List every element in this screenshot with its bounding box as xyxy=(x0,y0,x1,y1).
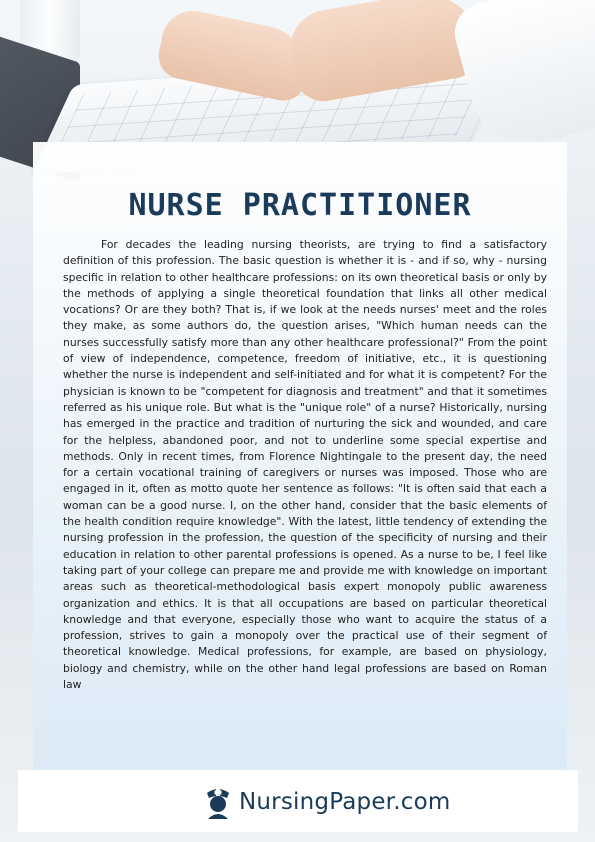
document-card xyxy=(33,142,567,770)
page-title: NURSE PRACTITIONER xyxy=(128,188,472,223)
nurse-icon xyxy=(203,785,233,819)
brand-logo-link[interactable] xyxy=(203,782,450,822)
footer-brand-strip xyxy=(18,770,578,832)
brand-name: NursingPaper.com xyxy=(239,789,451,815)
body-paragraph: For decades the leading nursing theorists, are trying to find a satisfactory definition of this profession. The basic question is whether it is - and if so, why - nursing specific in relation to other healthcare professions: on its own theoretical basis or only by the methods of applying a single theoretical foundation that links all other medical vocations? Or are they both? That is, if we look at the needs nurses' meet and the roles they make, as some authors do, the question arises, "Which human needs can the nurses successfully satisfy more than any other healthcare professional?" From the point of view of independence, competence, freedom of initiative, etc., it is questioning whether the nurse is independent and self-initiated and for what it is competent? For the physician is known to be "competent for diagnosis and treatment" and that it sometimes referred as his unique role. But what is the "unique role" of a nurse? Historically, nursing has emerged in the practice and tradition of nurturing the sick and wounded, and care for the helpless, abandoned poor, and not to underline some special expertise and methods. Only in recent times, from Florence Nightingale to the present day, the need for a certain vocational training of caregivers or nurses was imposed. Those who are engaged in it, often as motto quote her sentence as follows: "It is often said that each a woman can be a good nurse. I, on the other hand, consider that the basic elements of the health condition require knowledge". With the latest, little tendency of extending the nursing profession in the profession, the question of the specificity of nursing and their education in relation to other parental professions is opened. As a nurse to be, I feel like taking part of your college can prepare me and provide me with knowledge on important areas such as theoretical-methodological basis expert monopoly public awareness organization and ethics. It is that all occupations are based on particular theoretical knowledge and that everyone, especially those who want to acquire the status of a profession, strives to gain a monopoly over the practical use of their segment of theoretical knowledge. Medical professions, for example, are based on physiology, biology and chemistry, while on the other hand legal professions are based on Roman law xyxy=(63,238,547,692)
